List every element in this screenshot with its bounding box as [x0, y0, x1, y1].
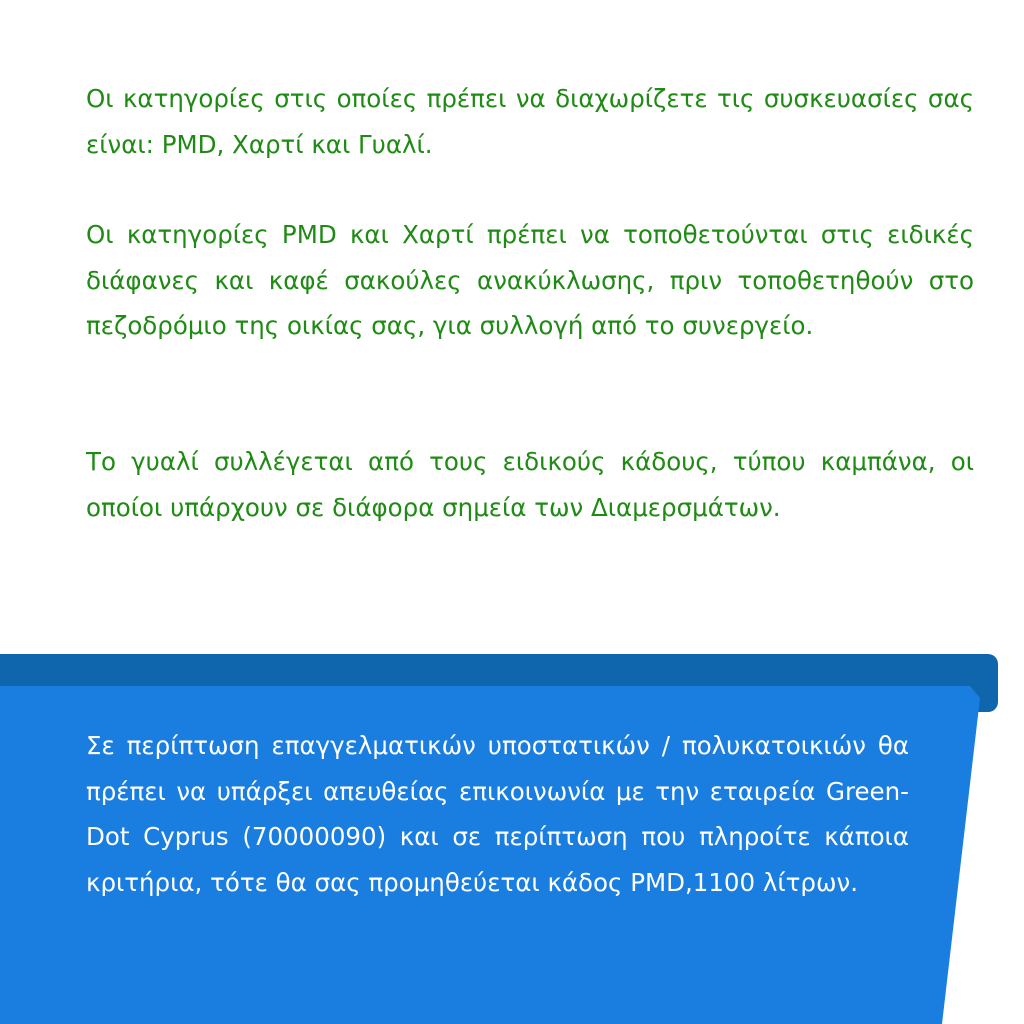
pmd-paper-paragraph: Οι κατηγορίες PMD και Χαρτί πρέπει να τοποθετούνται στις ειδικές διάφανες και καφέ σακούλες ανακύκλωσης, πριν τοποθετηθούν στο πεζοδρόμιο της οικίας σας, για συλλογή από το συνεργείο.	[86, 220, 974, 340]
categories-paragraph: Οι κατηγορίες στις οποίες πρέπει να διαχωρίζετε τις συσκευασίες σας είναι: PMD, Χαρτί και Γυαλί.	[86, 84, 974, 159]
glass-paragraph: Το γυαλί συλλέγεται από τους ειδικούς κάδους, τύπου καμπάνα, οι οποίοι υπάρχουν σε διάφορα σημεία των Διαμερσμάτων.	[86, 447, 974, 522]
business-notice-paragraph: Σε περίπτωση επαγγελματικών υποστατικών / πολυκατοικιών θα πρέπει να υπάρξει απευθείας επικοινωνία με την εταιρεία Green-Dot Cyprus (70000090) και σε περίπτωση που πληροίτε κάποια κριτήρια, τότε θα σας προμηθεύεται κάδος PMD,1100 λίτρων.	[86, 731, 909, 897]
